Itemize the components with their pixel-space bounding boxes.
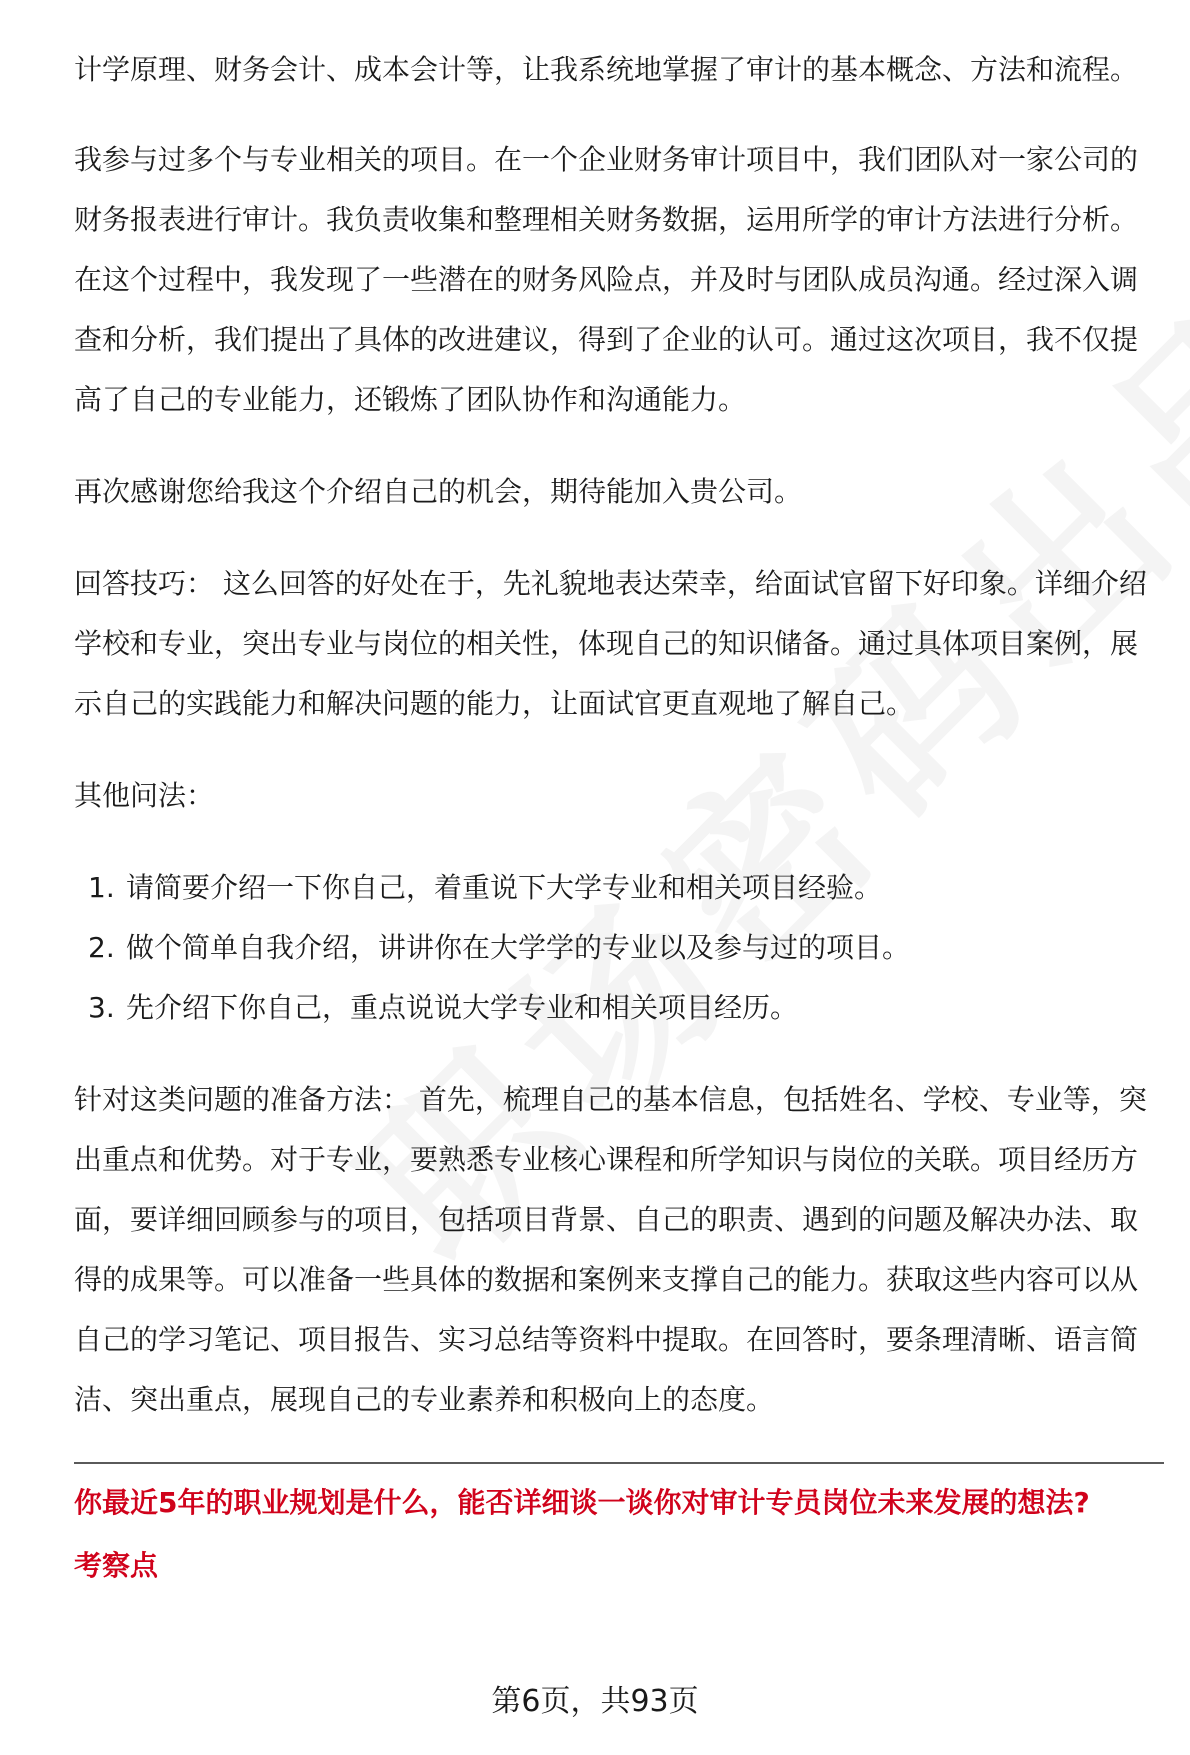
section-divider [74, 1462, 1164, 1464]
list-item-number: 1. [88, 871, 115, 904]
paragraph-answer-tips: 回答技巧： 这么回答的好处在于，先礼貌地表达荣幸，给面试官留下好印象。详细介绍学校和专业，突出专业与岗位的相关性，体现自己的知识储备。通过具体项目案例，展示自己的实践能力和解决问题的能力，让面试官更直观地了解自己。 [74, 567, 1147, 720]
paragraph-thanks: 再次感谢您给我这个介绍自己的机会，期待能加入贵公司。 [74, 475, 803, 508]
paragraph-other-questions-heading: 其他问法： [74, 779, 215, 812]
document-page [74, 40, 1164, 1586]
list-item-text: 请简要介绍一下你自己，着重说下大学专业和相关项目经验。 [126, 871, 883, 904]
next-question-subheading: 考察点 [74, 1549, 159, 1582]
list-item-number: 2. [88, 931, 115, 964]
paragraph-preparation-method: 针对这类问题的准备方法： 首先，梳理自己的基本信息，包括姓名、学校、专业等，突出重点和优势。对于专业，要熟悉专业核心课程和所学知识与岗位的关联。项目经历方面，要详细回顾参与的项目，包括项目背景、自己的职责、遇到的问题及解决办法、取得的成果等。可以准备一些具体的数据和案例来支撑自己的能力。获取这些内容可以从自己的学习笔记、项目报告、实习总结等资料中提取。在回答时，要条理清晰、语言简洁、突出重点，展现自己的专业素养和积极向上的态度。 [74, 1083, 1147, 1416]
paragraph-project-experience: 我参与过多个与专业相关的项目。在一个企业财务审计项目中，我们团队对一家公司的财务报表进行审计。我负责收集和整理相关财务数据，运用所学的审计方法进行分析。在这个过程中，我发现了一些潜在的财务风险点，并及时与团队成员沟通。经过深入调查和分析，我们提出了具体的改进建议，得到了企业的认可。通过这次项目，我不仅提高了自己的专业能力，还锻炼了团队协作和沟通能力。 [74, 143, 1139, 416]
list-item-number: 3. [88, 991, 115, 1024]
list-item [88, 858, 1164, 918]
page-number-footer: 第6页，共93页 [491, 1684, 699, 1719]
list-item [88, 978, 1164, 1038]
paragraph-curriculum: 计学原理、财务会计、成本会计等，让我系统地掌握了审计的基本概念、方法和流程。 [74, 53, 1139, 86]
other-questions-list [74, 858, 1164, 1038]
list-item-text: 做个简单自我介绍，讲讲你在大学学的专业以及参与过的项目。 [126, 931, 911, 964]
next-question-title: 你最近5年的职业规划是什么，能否详细谈一谈你对审计专员岗位未来发展的想法? [74, 1486, 1090, 1519]
list-item-text: 先介绍下你自己，重点说说大学专业和相关项目经历。 [126, 991, 799, 1024]
list-item [88, 918, 1164, 978]
